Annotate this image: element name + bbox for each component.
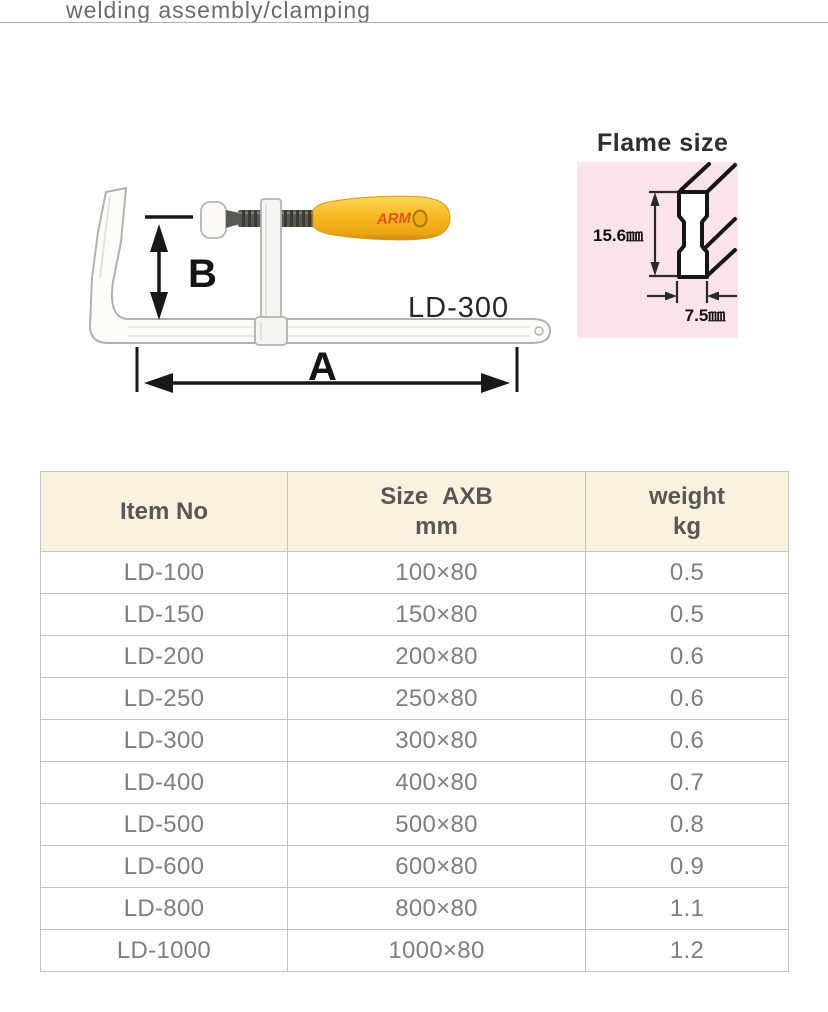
col-header-item: Item No	[41, 472, 288, 552]
cell-item: LD-400	[41, 762, 288, 804]
flame-size-diagram	[577, 162, 738, 338]
width-dimension-label: 7.5㎜	[684, 306, 726, 325]
cell-size: 500×80	[288, 804, 586, 846]
cell-item: LD-150	[41, 594, 288, 636]
cell-item: LD-800	[41, 888, 288, 930]
cell-item: LD-500	[41, 804, 288, 846]
clamp-diagram	[80, 170, 560, 400]
handle	[313, 196, 450, 240]
model-label: LD-300	[408, 292, 510, 324]
handle-logo: ARM	[376, 209, 412, 228]
cell-item: LD-100	[41, 552, 288, 594]
dimension-label-a: A	[308, 345, 337, 389]
spec-table	[40, 471, 789, 972]
table-row	[41, 594, 789, 636]
cell-size: 250×80	[288, 678, 586, 720]
cell-size: 800×80	[288, 888, 586, 930]
height-dimension	[649, 192, 677, 276]
cell-item: LD-300	[41, 720, 288, 762]
rail-profile	[679, 192, 707, 277]
cell-weight: 0.9	[586, 846, 789, 888]
cell-weight: 1.1	[586, 888, 789, 930]
cell-weight: 0.6	[586, 636, 789, 678]
table-row	[41, 552, 789, 594]
screw-swivel	[226, 210, 240, 228]
cell-weight: 0.6	[586, 720, 789, 762]
height-dimension-label: 15.6㎜	[593, 226, 644, 245]
table-row	[41, 930, 789, 972]
table-row	[41, 720, 789, 762]
table-row	[41, 846, 789, 888]
cell-item: LD-200	[41, 636, 288, 678]
cell-weight: 0.8	[586, 804, 789, 846]
cell-size: 600×80	[288, 846, 586, 888]
table-row	[41, 678, 789, 720]
flame-size-title: Flame size	[597, 129, 729, 157]
col-header-size-line2: mm	[415, 512, 458, 540]
cell-size: 400×80	[288, 762, 586, 804]
table-row	[41, 804, 789, 846]
horizontal-divider	[0, 22, 828, 23]
dimension-label-b: B	[188, 252, 217, 296]
cell-weight: 0.5	[586, 594, 789, 636]
cell-weight: 1.2	[586, 930, 789, 972]
cell-size: 150×80	[288, 594, 586, 636]
cell-item: LD-250	[41, 678, 288, 720]
table-row	[41, 762, 789, 804]
table-row	[41, 636, 789, 678]
width-dimension	[647, 281, 737, 303]
col-header-weight-line1: weight	[649, 482, 725, 510]
table-row	[41, 888, 789, 930]
cell-size: 1000×80	[288, 930, 586, 972]
rail-end-hole	[535, 327, 543, 335]
table-header-row	[41, 472, 789, 552]
cell-size: 100×80	[288, 552, 586, 594]
col-header-weight	[586, 472, 789, 552]
cell-weight: 0.6	[586, 678, 789, 720]
cell-weight: 0.5	[586, 552, 789, 594]
handle-hole	[414, 211, 427, 227]
cell-item: LD-1000	[41, 930, 288, 972]
col-header-size-line1: Size AXB	[380, 482, 493, 510]
cell-size: 300×80	[288, 720, 586, 762]
col-header-size	[288, 472, 586, 552]
cell-item: LD-600	[41, 846, 288, 888]
flame-size-panel	[577, 162, 738, 338]
screw-pad	[201, 202, 226, 238]
cell-weight: 0.7	[586, 762, 789, 804]
cell-size: 200×80	[288, 636, 586, 678]
clipped-page-text: welding assembly/clamping	[66, 0, 371, 23]
col-header-weight-line2: kg	[672, 512, 701, 540]
